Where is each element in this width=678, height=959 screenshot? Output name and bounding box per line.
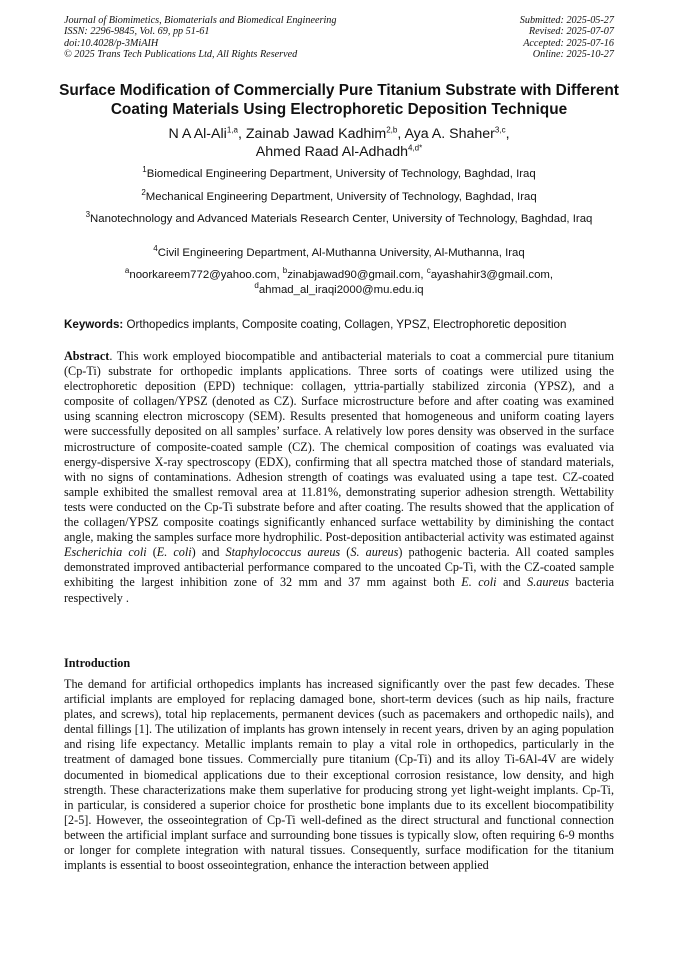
affiliation-text: Biomedical Engineering Department, University of Technology, Baghdad, Iraq — [146, 168, 536, 180]
author — [404, 126, 509, 142]
author-sup: 1,a — [226, 125, 238, 135]
abstract-species-name: S. aureus — [350, 545, 399, 560]
affiliation-sup: 3 — [85, 210, 91, 220]
issn-line: ISSN: 2296-9845, Vol. 69, pp 51-61 — [64, 26, 210, 38]
paper-title: Surface Modification of Commercially Pure Titanium Substrate with Different Coating Materials Using Electrophoretic Deposition Technique — [59, 82, 619, 118]
author — [246, 126, 405, 142]
author-sep: , — [237, 126, 246, 142]
affiliation-4 — [40, 246, 638, 261]
online-date: Online: 2025-10-27 — [532, 49, 614, 61]
author-sep: , — [397, 126, 405, 142]
abstract-species-name: Staphylococcus aureus — [225, 545, 341, 560]
author — [256, 144, 422, 160]
doi-line: doi:10.4028/p-3MiAIH — [64, 37, 159, 49]
affiliation-text: Civil Engineering Department, Al-Muthanna University, Al-Muthanna, Iraq — [157, 247, 525, 259]
email-address: zinabjawad90@gmail.com, — [287, 269, 427, 281]
keywords-label: Keywords: — [64, 318, 124, 331]
email-sup: b — [282, 266, 288, 276]
revised-date: Revised: 2025-07-07 — [528, 26, 614, 38]
author-sup: 4,d* — [408, 143, 423, 153]
affiliation-2 — [40, 190, 638, 205]
email-address: ayashahir3@gmail.com, — [430, 269, 554, 281]
email-sup: c — [426, 266, 431, 276]
abstract-text: bacteria respectively . — [64, 575, 614, 605]
abstract-text: ( — [340, 545, 351, 560]
abstract — [64, 349, 614, 606]
author — [168, 126, 245, 142]
journal-name: Journal of Biomimetics, Biomaterials and Biomedical Engineering — [64, 15, 337, 26]
author-name: Zainab Jawad Kadhim — [245, 126, 387, 142]
author-list — [40, 125, 638, 161]
email-sup: a — [124, 266, 130, 276]
affiliation-text: Nanotechnology and Advanced Materials Research Center, University of Technology, Baghdad, Iraq — [90, 213, 593, 225]
abstract-text: . This work employed biocompatible and antibacterial materials to coat a commercial pure titanium (Cp-Ti) substrate for orthopedic implants applications. Three sorts of coatings were utilized using the electrophoretic deposition (EPD) technique: collagen, yttria-partially stabilized zirconia (YPSZ), and a composite of collagen/YPSZ (denoted as CZ). Surface microstructure before and after coating was examined using scanning electron microscopy (SEM). Results presented that homogeneous and uniform coating layers were successfully deposited on all samples’ surface. A relatively low pores density was observed in the surface microstructure of composite-coated sample (CZ). The chemical composition of coatings was evaluated via energy-dispersive X-ray spectroscopy (EDX), confirming that all spectra matched those of standard materials, with no signs of contaminations. Adhesion strength of coatings was evaluated using a tape test. CZ-coated sample exhibited the smallest removal area at 11.81%, demonstrating superior adhesion strength. Wettability tests were conducted on the Cp-Ti substrate before and after coating. The results showed that the application of the collagen/YPSZ composite coatings significantly enhanced surface wettability by diminishing the contact angle, making the samples surface more hydrophilic. Post-deposition antibacterial activity was estimated against — [64, 349, 614, 545]
author-sup: 3,c — [494, 125, 506, 135]
section-heading-introduction: Introduction — [64, 656, 131, 670]
author-name: Aya A. Shaher — [404, 126, 495, 142]
copyright-line: © 2025 Trans Tech Publications Ltd, All Rights Reserved — [64, 49, 298, 61]
keywords-text: Orthopedics implants, Composite coating, Collagen, YPSZ, Electrophoretic deposition — [123, 318, 567, 331]
abstract-text: ) pathogenic bacteria. All coated samples demonstrated improved antibacterial performance compared to the uncoated Cp-Ti, with the CZ-coated sample exhibiting the largest inhibition zone of 32 mm and 37 mm against both — [64, 545, 614, 590]
abstract-species-name: E. coli — [461, 575, 497, 590]
abstract-species-name: S.aureus — [527, 575, 569, 590]
introduction-body: The demand for artificial orthopedics implants has increased significantly over the past few decades. These artificial implants are employed for replacing damaged bone, short-term devices (such as hip nails, fracture plates, and screws), total hip replacements, permanent devices (such as pacemakers and orthopedic nails), and dental fillings [1]. The utilization of implants has grown intensely in recent years, driven by an aging population and rising life expectancy. Metallic implants remain to play a vital role in orthopedics, particularly in the treatment of damaged bone tissues. Commercially pure titanium (Cp-Ti) and its alloy Ti-6Al-4V are widely documented in biomedical applications due to their exceptional corrosion resistance, low density, and high strength. These characterizations make them superlative for producing strong yet light-weight implants. Cp-Ti, in particular, is considered a superior choice for prosthetic bone implants due to its excellent biocompatibility [2-5]. However, the osseointegration of Cp-Ti well-defined as the direct structural and functional connection between the artificial implant surface and surrounding bone tissues is typically slow, often requiring 6-9 months or longer for complete integration with natural tissues. Consequently, surface modification for the titanium implants is essential to boost osseointegration, enhance the interaction between applied — [64, 677, 614, 873]
abstract-text: ) and — [191, 545, 226, 560]
author-name: N A Al-Ali — [168, 126, 227, 142]
abstract-label: Abstract — [64, 349, 110, 363]
submitted-date: Submitted: 2025-05-27 — [519, 15, 614, 26]
author-name: Ahmed Raad Al-Adhadh — [255, 144, 408, 160]
email-address: ahmad_al_iraqi2000@mu.edu.iq — [258, 284, 424, 296]
affiliation-sup: 2 — [141, 188, 146, 198]
affiliation-3 — [70, 212, 608, 227]
accepted-date: Accepted: 2025-07-16 — [523, 37, 614, 49]
affiliation-1 — [40, 167, 638, 182]
abstract-species-name: Escherichia coli — [64, 545, 147, 560]
abstract-text: and — [496, 575, 528, 590]
email-address: noorkareem772@yahoo.com, — [129, 269, 283, 281]
email-list — [40, 268, 638, 298]
journal-header — [64, 15, 614, 61]
abstract-text: ( — [146, 545, 157, 560]
keywords — [64, 317, 618, 332]
email-sup: d — [254, 281, 259, 291]
abstract-species-name: E. coli — [156, 545, 192, 560]
affiliation-sup: 4 — [153, 244, 158, 254]
affiliation-text: Mechanical Engineering Department, University of Technology, Baghdad, Iraq — [145, 191, 537, 203]
affiliation-sup: 1 — [142, 165, 147, 175]
author-sep: , — [505, 126, 510, 142]
author-sup: 2,b — [386, 125, 398, 135]
